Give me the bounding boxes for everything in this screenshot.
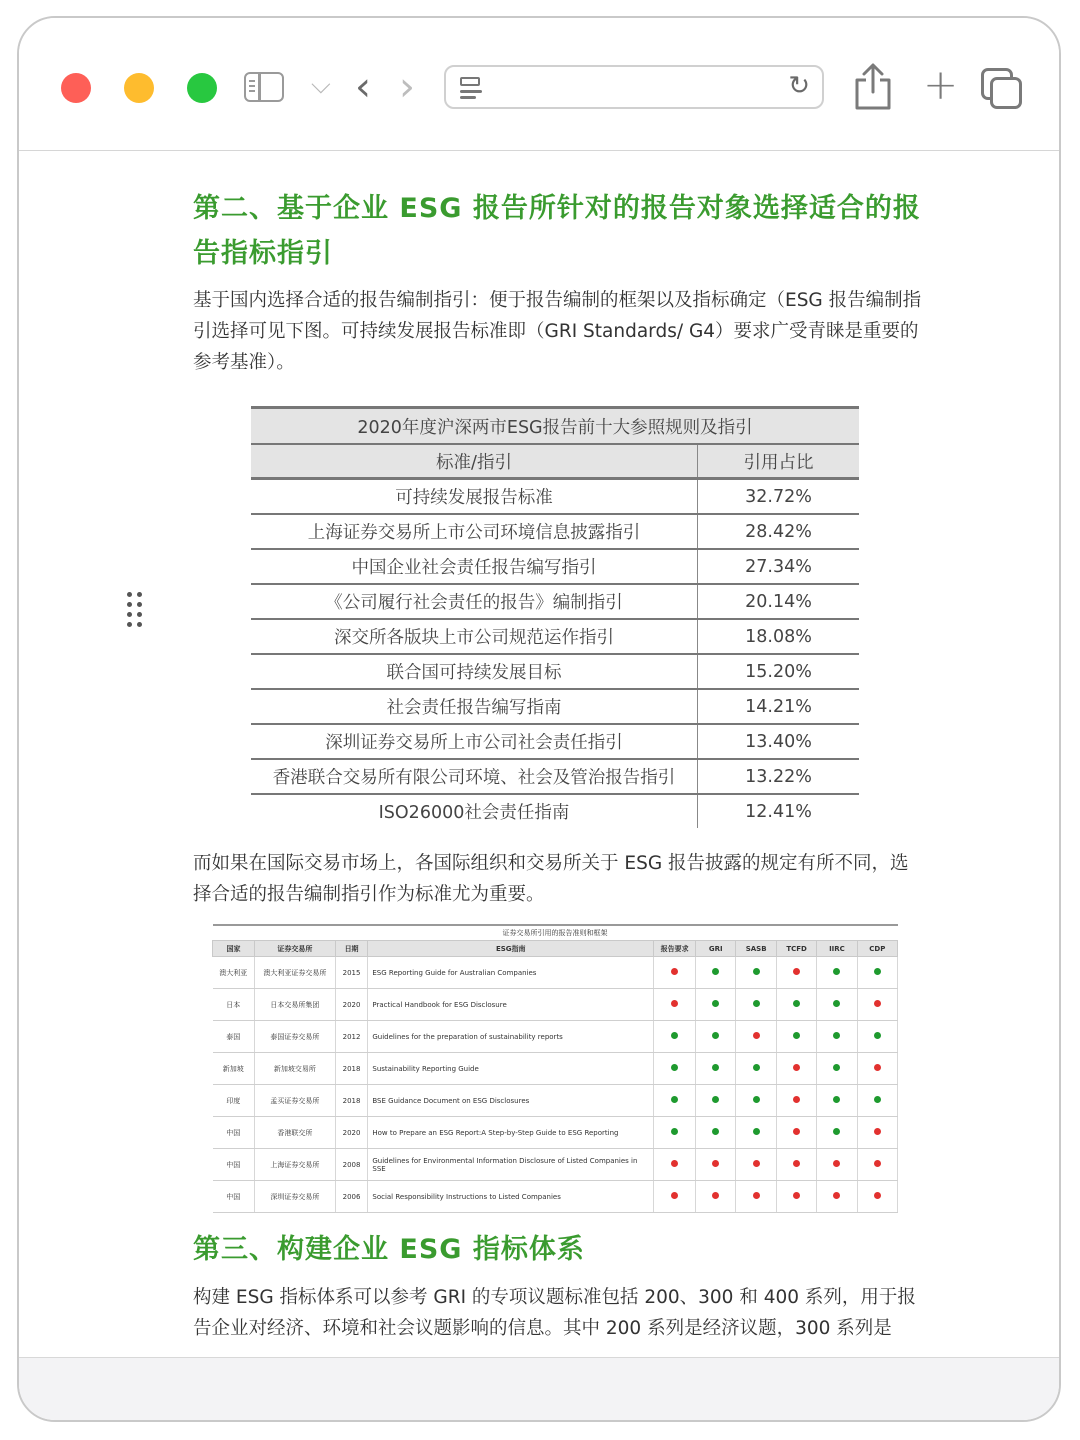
back-icon[interactable]: ‹ <box>355 64 371 110</box>
green-dot-icon <box>874 968 881 975</box>
green-dot-icon <box>874 1032 881 1039</box>
exchange-year: 2020 <box>335 989 368 1021</box>
red-dot-icon <box>833 1160 840 1167</box>
exchange-exchange: 上海证券交易所 <box>254 1149 335 1181</box>
exchange-country: 印度 <box>213 1085 255 1117</box>
green-dot-icon <box>833 968 840 975</box>
forward-icon[interactable]: › <box>399 64 415 110</box>
status-cell <box>857 1117 897 1149</box>
red-dot-icon <box>793 1160 800 1167</box>
standard-name: 深交所各版块上市公司规范运作指引 <box>251 619 698 654</box>
plus-icon[interactable]: + <box>923 60 959 109</box>
green-dot-icon <box>671 1096 678 1103</box>
green-dot-icon <box>833 1064 840 1071</box>
green-dot-icon <box>712 1032 719 1039</box>
exchange-guide: Guidelines for the preparation of sustainability reports <box>368 1021 654 1053</box>
red-dot-icon <box>793 1192 800 1199</box>
exchange-column-header: SASB <box>736 941 776 957</box>
status-cell <box>817 1181 857 1213</box>
status-cell <box>857 1085 897 1117</box>
red-dot-icon <box>874 1160 881 1167</box>
table-row <box>251 654 859 689</box>
table-row <box>251 584 859 619</box>
standard-name: 上海证券交易所上市公司环境信息披露指引 <box>251 514 698 549</box>
exchange-guide: How to Prepare an ESG Report:A Step-by-Step Guide to ESG Reporting <box>368 1117 654 1149</box>
status-cell <box>857 1181 897 1213</box>
exchange-year: 2008 <box>335 1149 368 1181</box>
exchange-country: 新加坡 <box>213 1053 255 1085</box>
status-cell <box>654 1085 696 1117</box>
paragraph-2: 而如果在国际交易市场上，各国际组织和交易所关于 ESG 报告披露的规定有所不同，选择合适的报告编制指引作为标准尤为重要。 <box>193 853 909 905</box>
status-cell <box>776 989 816 1021</box>
red-dot-icon <box>712 1160 719 1167</box>
green-dot-icon <box>671 1064 678 1071</box>
status-cell <box>696 1117 736 1149</box>
status-cell <box>736 1021 776 1053</box>
minimize-window-button[interactable] <box>124 73 154 103</box>
status-cell <box>654 1149 696 1181</box>
red-dot-icon <box>793 1128 800 1135</box>
red-dot-icon <box>753 1032 760 1039</box>
status-cell <box>776 957 816 989</box>
exchange-year: 2020 <box>335 1117 368 1149</box>
green-dot-icon <box>712 1064 719 1071</box>
table-row <box>213 989 898 1021</box>
green-dot-icon <box>712 968 719 975</box>
zoom-window-button[interactable] <box>187 73 217 103</box>
green-dot-icon <box>793 1000 800 1007</box>
status-cell <box>857 1053 897 1085</box>
exchange-table <box>212 924 898 1213</box>
red-dot-icon <box>793 968 800 975</box>
standard-name: 可持续发展报告标准 <box>251 479 698 515</box>
bottom-bar <box>19 1357 1059 1420</box>
status-cell <box>654 989 696 1021</box>
paragraph-3: 构建 ESG 指标体系可以参考 GRI 的专项议题标准包括 200、300 和 400 系列，用于报告企业对经济、环境和社会议题影响的信息。其中 200 系列是经济议题，300 系列是 <box>193 1287 916 1339</box>
exchange-exchange: 香港联交所 <box>254 1117 335 1149</box>
exchange-exchange: 新加坡交易所 <box>254 1053 335 1085</box>
status-cell <box>817 1117 857 1149</box>
table-row <box>251 479 859 515</box>
exchange-exchange: 日本交易所集团 <box>254 989 335 1021</box>
status-cell <box>817 1085 857 1117</box>
red-dot-icon <box>874 1128 881 1135</box>
citation-ratio: 13.22% <box>698 759 860 794</box>
exchange-column-header: ESG指南 <box>368 941 654 957</box>
status-cell <box>696 1053 736 1085</box>
exchange-column-header: TCFD <box>776 941 816 957</box>
exchange-exchange: 澳大利亚证券交易所 <box>254 957 335 989</box>
exchange-exchange: 深圳证券交易所 <box>254 1181 335 1213</box>
column-header-ratio: 引用占比 <box>698 444 860 479</box>
red-dot-icon <box>793 1096 800 1103</box>
green-dot-icon <box>833 1128 840 1135</box>
red-dot-icon <box>833 1192 840 1199</box>
standard-name: 《公司履行社会责任的报告》编制指引 <box>251 584 698 619</box>
table-row <box>213 1085 898 1117</box>
status-cell <box>817 989 857 1021</box>
status-cell <box>654 1117 696 1149</box>
status-cell <box>776 1149 816 1181</box>
exchange-country: 澳大利亚 <box>213 957 255 989</box>
citation-ratio: 20.14% <box>698 584 860 619</box>
green-dot-icon <box>833 1032 840 1039</box>
status-cell <box>817 1021 857 1053</box>
standard-name: 社会责任报告编写指南 <box>251 689 698 724</box>
red-dot-icon <box>874 1000 881 1007</box>
status-cell <box>654 957 696 989</box>
reference-table <box>251 406 859 828</box>
column-header-standard: 标准/指引 <box>251 444 698 479</box>
table-row <box>213 1053 898 1085</box>
table-row <box>213 1021 898 1053</box>
citation-ratio: 14.21% <box>698 689 860 724</box>
green-dot-icon <box>753 1000 760 1007</box>
close-window-button[interactable] <box>61 73 91 103</box>
tabs-icon[interactable] <box>981 68 1023 110</box>
citation-ratio: 18.08% <box>698 619 860 654</box>
status-cell <box>857 957 897 989</box>
reader-icon[interactable] <box>460 75 486 99</box>
exchange-country: 日本 <box>213 989 255 1021</box>
status-cell <box>736 1149 776 1181</box>
standard-name: 香港联合交易所有限公司环境、社会及管治报告指引 <box>251 759 698 794</box>
table-row <box>251 724 859 759</box>
status-cell <box>776 1085 816 1117</box>
citation-ratio: 13.40% <box>698 724 860 759</box>
citation-ratio: 28.42% <box>698 514 860 549</box>
table-row <box>213 1149 898 1181</box>
paragraph-1: 基于国内选择合适的报告编制指引：便于报告编制的框架以及指标确定（ESG 报告编制指引选择可见下图。可持续发展报告标准即（GRI Standards/ G4）要求广受青睐是重要的参考基准）。 <box>193 290 922 373</box>
status-cell <box>654 1021 696 1053</box>
green-dot-icon <box>833 1000 840 1007</box>
red-dot-icon <box>671 1000 678 1007</box>
status-cell <box>654 1181 696 1213</box>
green-dot-icon <box>793 1032 800 1039</box>
table-row <box>213 1181 898 1213</box>
red-dot-icon <box>874 1064 881 1071</box>
status-cell <box>696 1021 736 1053</box>
status-cell <box>736 957 776 989</box>
exchange-guide: Social Responsibility Instructions to Listed Companies <box>368 1181 654 1213</box>
exchange-year: 2015 <box>335 957 368 989</box>
status-cell <box>776 1053 816 1085</box>
exchange-column-header: 国家 <box>213 941 255 957</box>
status-cell <box>696 1149 736 1181</box>
status-cell <box>696 1181 736 1213</box>
red-dot-icon <box>874 1192 881 1199</box>
status-cell <box>817 1149 857 1181</box>
table-row <box>251 514 859 549</box>
status-cell <box>817 1053 857 1085</box>
exchange-exchange: 孟买证券交易所 <box>254 1085 335 1117</box>
exchange-country: 中国 <box>213 1149 255 1181</box>
table-row <box>251 759 859 794</box>
exchange-column-header: 证券交易所 <box>254 941 335 957</box>
green-dot-icon <box>753 1096 760 1103</box>
address-bar[interactable] <box>444 65 824 109</box>
status-cell <box>696 1085 736 1117</box>
table-row <box>251 549 859 584</box>
citation-ratio: 15.20% <box>698 654 860 689</box>
exchange-guide: Practical Handbook for ESG Disclosure <box>368 989 654 1021</box>
exchange-country: 中国 <box>213 1117 255 1149</box>
status-cell <box>776 1021 816 1053</box>
share-icon[interactable] <box>851 62 895 112</box>
browser-toolbar <box>19 18 1059 151</box>
exchange-country: 中国 <box>213 1181 255 1213</box>
status-cell <box>736 989 776 1021</box>
standard-name: ISO26000社会责任指南 <box>251 794 698 828</box>
exchange-guide: Sustainability Reporting Guide <box>368 1053 654 1085</box>
green-dot-icon <box>671 1128 678 1135</box>
status-cell <box>736 1085 776 1117</box>
status-cell <box>857 989 897 1021</box>
standard-name: 联合国可持续发展目标 <box>251 654 698 689</box>
standard-name: 中国企业社会责任报告编写指引 <box>251 549 698 584</box>
exchange-exchange: 泰国证券交易所 <box>254 1021 335 1053</box>
exchange-country: 泰国 <box>213 1021 255 1053</box>
status-cell <box>817 957 857 989</box>
table-row <box>213 1117 898 1149</box>
exchange-year: 2018 <box>335 1053 368 1085</box>
status-cell <box>736 1117 776 1149</box>
red-dot-icon <box>793 1064 800 1071</box>
exchange-column-header: IIRC <box>817 941 857 957</box>
citation-ratio: 27.34% <box>698 549 860 584</box>
standard-name: 深圳证券交易所上市公司社会责任指引 <box>251 724 698 759</box>
chevron-down-icon[interactable]: ⌵ <box>311 70 331 100</box>
exchange-guide: Guidelines for Environmental Information Disclosure of Listed Companies in SSE <box>368 1149 654 1181</box>
status-cell <box>736 1181 776 1213</box>
browser-window <box>17 16 1061 1422</box>
green-dot-icon <box>712 1096 719 1103</box>
drag-handle-icon[interactable] <box>127 592 145 626</box>
exchange-column-header: CDP <box>857 941 897 957</box>
green-dot-icon <box>712 1000 719 1007</box>
red-dot-icon <box>753 1192 760 1199</box>
red-dot-icon <box>753 1160 760 1167</box>
green-dot-icon <box>874 1096 881 1103</box>
exchange-year: 2006 <box>335 1181 368 1213</box>
exchange-year: 2012 <box>335 1021 368 1053</box>
exchange-column-header: GRI <box>696 941 736 957</box>
status-cell <box>857 1149 897 1181</box>
status-cell <box>736 1053 776 1085</box>
exchange-guide: ESG Reporting Guide for Australian Companies <box>368 957 654 989</box>
green-dot-icon <box>712 1128 719 1135</box>
red-dot-icon <box>712 1192 719 1199</box>
table-caption: 2020年度沪深两市ESG报告前十大参照规则及指引 <box>251 408 859 445</box>
status-cell <box>696 957 736 989</box>
green-dot-icon <box>833 1096 840 1103</box>
status-cell <box>696 989 736 1021</box>
exchange-column-header: 日期 <box>335 941 368 957</box>
red-dot-icon <box>671 968 678 975</box>
section-heading-3: 第三、构建企业 ESG 指标体系 <box>193 1234 585 1265</box>
sidebar-icon[interactable] <box>244 72 284 102</box>
table-row <box>251 794 859 828</box>
status-cell <box>654 1053 696 1085</box>
green-dot-icon <box>753 1128 760 1135</box>
table-row <box>251 689 859 724</box>
red-dot-icon <box>671 1160 678 1167</box>
green-dot-icon <box>753 1064 760 1071</box>
exchange-table-caption: 证券交易所引用的报告准则和框架 <box>213 925 898 941</box>
reload-icon[interactable]: ↻ <box>788 71 810 101</box>
table-row <box>213 957 898 989</box>
green-dot-icon <box>753 968 760 975</box>
red-dot-icon <box>671 1192 678 1199</box>
citation-ratio: 12.41% <box>745 801 812 822</box>
green-dot-icon <box>671 1032 678 1039</box>
exchange-guide: BSE Guidance Document on ESG Disclosures <box>368 1085 654 1117</box>
status-cell <box>857 1021 897 1053</box>
exchange-year: 2018 <box>335 1085 368 1117</box>
table-row <box>251 619 859 654</box>
status-cell <box>776 1117 816 1149</box>
exchange-column-header: 报告要求 <box>654 941 696 957</box>
citation-ratio: 32.72% <box>698 479 860 515</box>
status-cell <box>776 1181 816 1213</box>
section-heading-2: 第二、基于企业 ESG 报告所针对的报告对象选择适合的报告指标指引 <box>193 193 921 269</box>
